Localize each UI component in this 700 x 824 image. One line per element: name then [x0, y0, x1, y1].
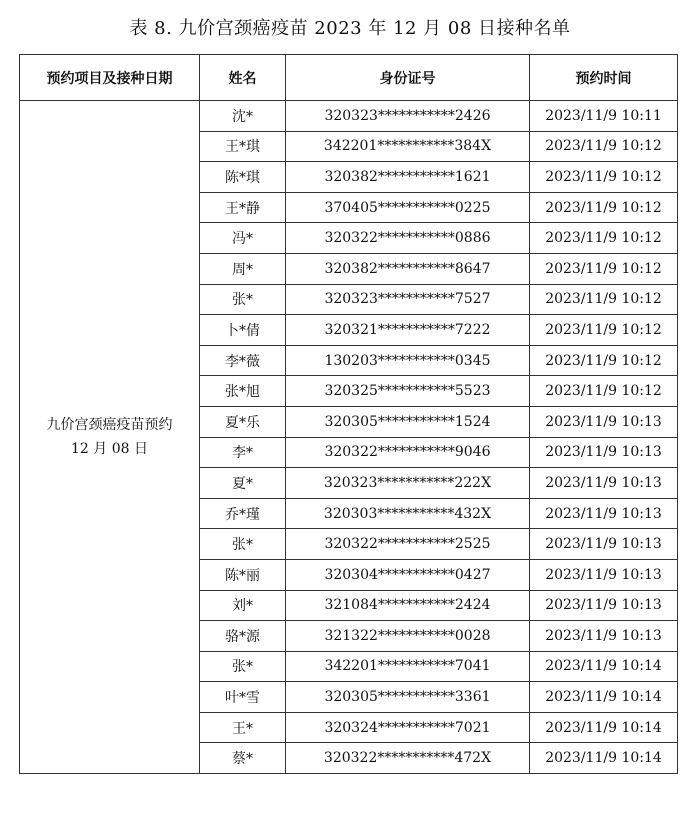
id-number-cell: 321322***********0028 — [286, 621, 530, 652]
name-cell: 沈* — [200, 101, 286, 132]
name-cell: 夏* — [200, 468, 286, 499]
booking-time-cell: 2023/11/9 10:12 — [530, 345, 678, 376]
page-title: 表 8. 九价宫颈癌疫苗 2023 年 12 月 08 日接种名单 — [129, 18, 571, 39]
name-cell: 卜*倩 — [200, 315, 286, 346]
name-cell: 叶*雪 — [200, 682, 286, 713]
booking-time-cell: 2023/11/9 10:12 — [530, 192, 678, 223]
name-cell: 陈*琪 — [200, 162, 286, 193]
booking-time-cell: 2023/11/9 10:12 — [530, 253, 678, 284]
name-cell: 王* — [200, 712, 286, 743]
name-cell: 夏*乐 — [200, 406, 286, 437]
project-name: 九价宫颈癌疫苗预约 — [46, 417, 173, 434]
id-number-cell: 130203***********0345 — [286, 345, 530, 376]
booking-time-cell: 2023/11/9 10:13 — [530, 406, 678, 437]
vaccination-roster-table — [19, 54, 678, 774]
id-number-cell: 320323***********222X — [286, 468, 530, 499]
booking-time-cell: 2023/11/9 10:12 — [530, 315, 678, 346]
id-number-cell: 320303***********432X — [286, 498, 530, 529]
booking-time-cell: 2023/11/9 10:11 — [530, 101, 678, 132]
id-number-cell: 320322***********2525 — [286, 529, 530, 560]
booking-time-cell: 2023/11/9 10:12 — [530, 131, 678, 162]
booking-time-cell: 2023/11/9 10:13 — [530, 559, 678, 590]
header-project-date: 预约项目及接种日期 — [20, 55, 200, 101]
id-number-cell: 320322***********472X — [286, 743, 530, 774]
id-number-cell: 320322***********9046 — [286, 437, 530, 468]
booking-time-cell: 2023/11/9 10:12 — [530, 284, 678, 315]
id-number-cell: 342201***********7041 — [286, 651, 530, 682]
name-cell: 刘* — [200, 590, 286, 621]
booking-time-cell: 2023/11/9 10:12 — [530, 376, 678, 407]
table-body — [20, 101, 678, 774]
id-number-cell: 320382***********8647 — [286, 253, 530, 284]
booking-time-cell: 2023/11/9 10:14 — [530, 682, 678, 713]
id-number-cell: 320305***********3361 — [286, 682, 530, 713]
id-number-cell: 320324***********7021 — [286, 712, 530, 743]
id-number-cell: 342201***********384X — [286, 131, 530, 162]
id-number-cell: 320305***********1524 — [286, 406, 530, 437]
booking-time-cell: 2023/11/9 10:12 — [530, 223, 678, 254]
name-cell: 陈*丽 — [200, 559, 286, 590]
name-cell: 王*静 — [200, 192, 286, 223]
header-booking-time: 预约时间 — [530, 55, 678, 101]
id-number-cell: 320304***********0427 — [286, 559, 530, 590]
name-cell: 蔡* — [200, 743, 286, 774]
booking-time-cell: 2023/11/9 10:12 — [530, 162, 678, 193]
name-cell: 李*薇 — [200, 345, 286, 376]
name-cell: 李* — [200, 437, 286, 468]
header-name: 姓名 — [200, 55, 286, 101]
name-cell: 冯* — [200, 223, 286, 254]
booking-time-cell: 2023/11/9 10:13 — [530, 468, 678, 499]
name-cell: 张*旭 — [200, 376, 286, 407]
id-number-cell: 320322***********0886 — [286, 223, 530, 254]
name-cell: 骆*源 — [200, 621, 286, 652]
name-cell: 乔*瑾 — [200, 498, 286, 529]
table-row — [20, 101, 678, 132]
booking-time-cell: 2023/11/9 10:13 — [530, 437, 678, 468]
id-number-cell: 321084***********2424 — [286, 590, 530, 621]
id-number-cell: 320325***********5523 — [286, 376, 530, 407]
booking-time-cell: 2023/11/9 10:14 — [530, 712, 678, 743]
booking-time-cell: 2023/11/9 10:14 — [530, 743, 678, 774]
table-header-row — [20, 55, 678, 101]
name-cell: 王*琪 — [200, 131, 286, 162]
booking-time-cell: 2023/11/9 10:13 — [530, 621, 678, 652]
id-number-cell: 320323***********7527 — [286, 284, 530, 315]
booking-time-cell: 2023/11/9 10:14 — [530, 651, 678, 682]
id-number-cell: 370405***********0225 — [286, 192, 530, 223]
booking-time-cell: 2023/11/9 10:13 — [530, 590, 678, 621]
booking-time-cell: 2023/11/9 10:13 — [530, 529, 678, 560]
name-cell: 周* — [200, 253, 286, 284]
id-number-cell: 320321***********7222 — [286, 315, 530, 346]
name-cell: 张* — [200, 284, 286, 315]
id-number-cell: 320382***********1621 — [286, 162, 530, 193]
header-id-number: 身份证号 — [286, 55, 530, 101]
booking-time-cell: 2023/11/9 10:13 — [530, 498, 678, 529]
id-number-cell: 320323***********2426 — [286, 101, 530, 132]
name-cell: 张* — [200, 529, 286, 560]
project-date-cell — [20, 101, 200, 774]
vaccination-date: 12 月 08 日 — [71, 441, 148, 458]
name-cell: 张* — [200, 651, 286, 682]
